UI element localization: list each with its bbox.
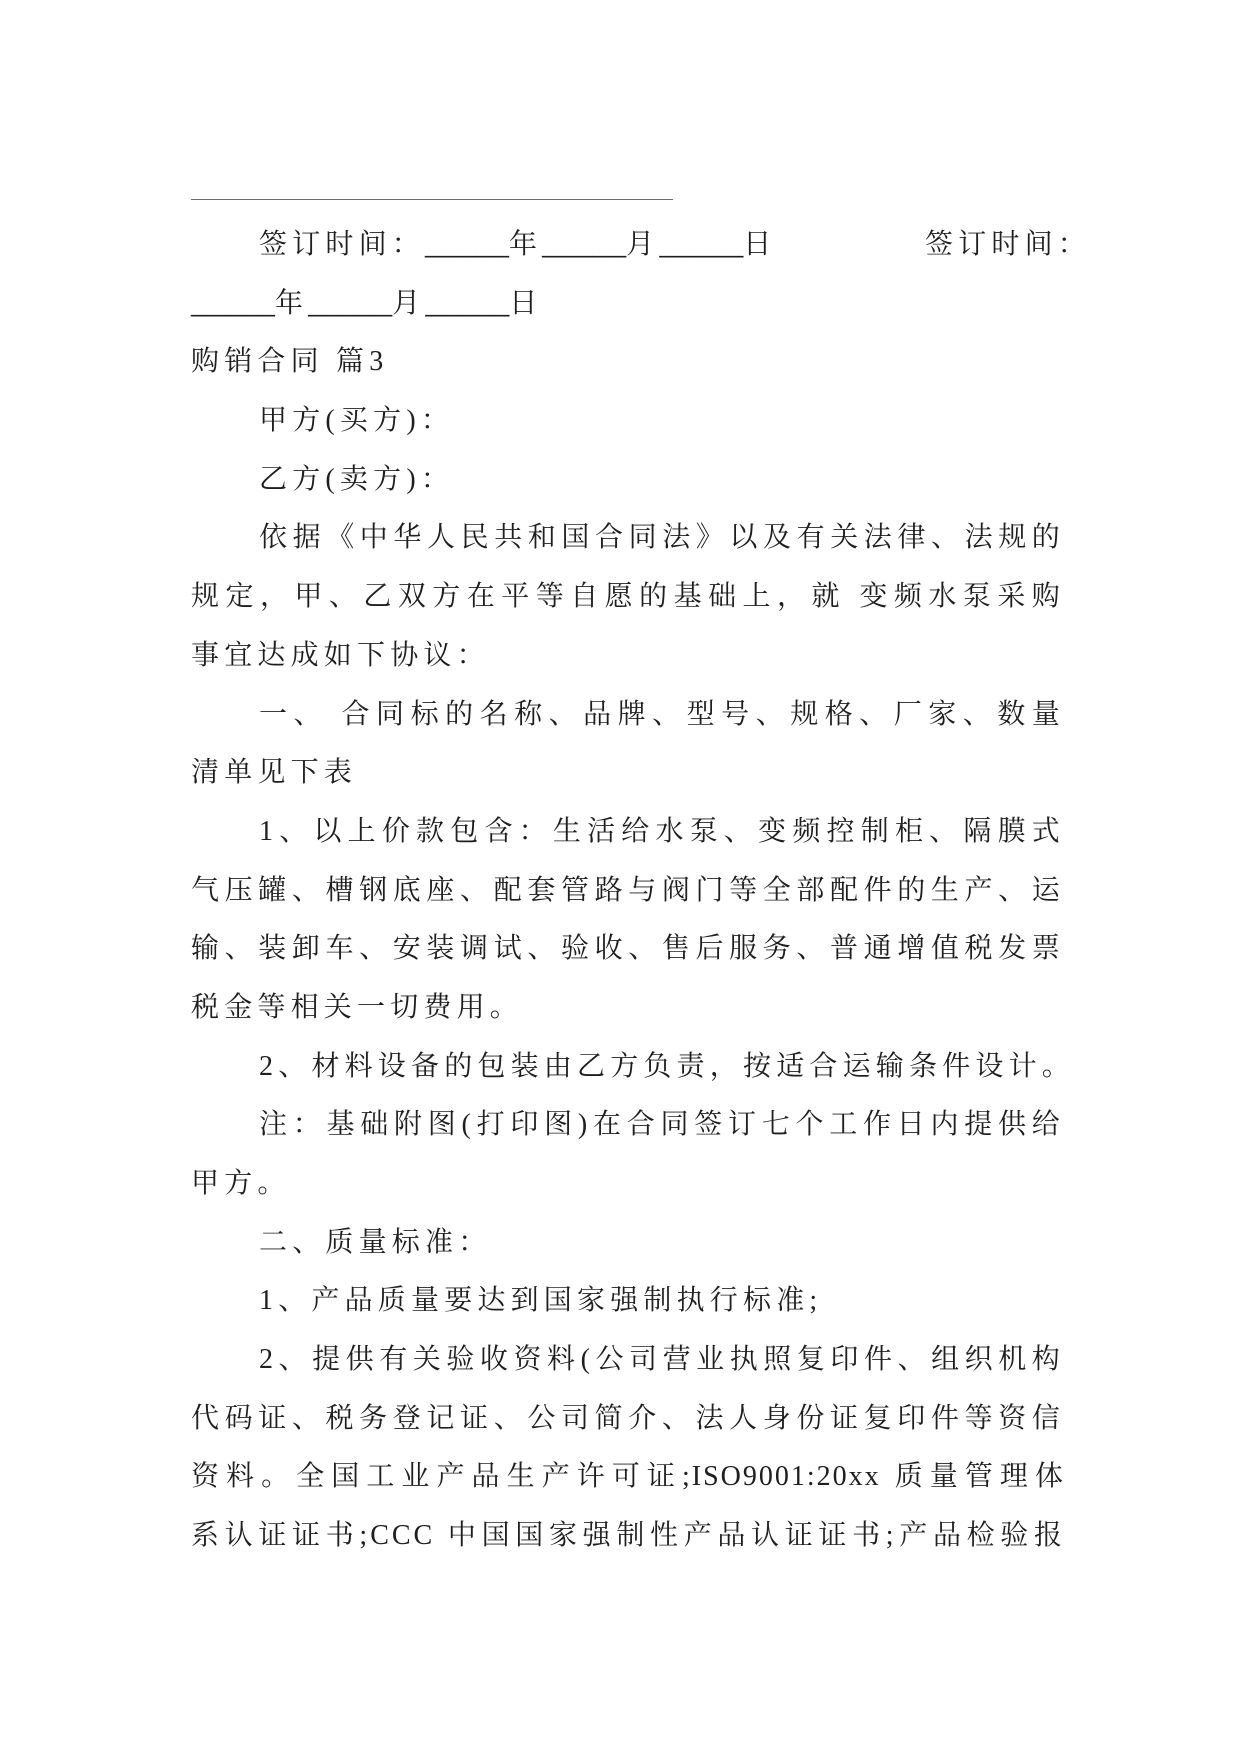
signature-date-left — [259, 224, 777, 261]
paragraph-quality-2 — [191, 1331, 1065, 1566]
paragraph-line: 代码证、税务登记证、公司简介、法人身份证复印件等资信 — [191, 1402, 1065, 1434]
paragraph-line: 注：基础附图(打印图)在合同签订七个工作日内提供给 — [259, 1109, 1065, 1141]
paragraph-line: 规定，甲、乙双方在平等自愿的基础上，就 变频水泵采购 — [191, 581, 1065, 613]
paragraph-line: 资料。全国工业产品生产许可证;ISO9001:20xx 质量管理体 — [191, 1461, 1065, 1493]
signature-rule — [191, 199, 673, 200]
signature-date-right-label: 签订时间： — [925, 229, 1092, 260]
paragraph-section-two — [191, 1214, 1065, 1273]
signature-text: 签订时间： — [259, 229, 426, 260]
signature-date-line — [191, 216, 1092, 275]
blank-field: _____ — [425, 224, 509, 261]
signature-text: 年 — [274, 287, 309, 319]
signature-text: 年 — [508, 229, 543, 260]
paragraph-line: 气压罐、槽钢底座、配套管路与阀门等全部配件的生产、运 — [191, 874, 1065, 906]
paragraph-line: 1、产品质量要达到国家强制执行标准; — [259, 1285, 823, 1317]
blank-field: _____ — [191, 282, 275, 320]
paragraph-clause-1 — [191, 803, 1065, 1038]
paragraph-line: 输、装卸车、安装调试、验收、售后服务、普通增值税发票 — [191, 933, 1065, 965]
paragraph-quality-1 — [191, 1272, 1065, 1331]
document-body — [191, 216, 1092, 1566]
paragraph-section-one — [191, 686, 1065, 803]
signature-text: 日 — [743, 229, 777, 260]
signature-text: 日 — [509, 287, 543, 319]
section-heading: 二、质量标准： — [259, 1226, 492, 1258]
paragraph-clause-2 — [191, 1038, 1076, 1097]
paragraph-line: 清单见下表 — [191, 757, 358, 789]
blank-field: _____ — [308, 282, 393, 320]
party-buyer: 甲方(买方)： — [259, 405, 455, 437]
paragraph-legal-basis — [191, 509, 1065, 685]
signature-text: 月 — [626, 229, 660, 260]
signature-text: 月 — [392, 287, 426, 319]
signature-date-continuation — [191, 275, 1065, 334]
paragraph-note — [191, 1096, 1065, 1213]
paragraph-line: 2、材料设备的包装由乙方负责，按适合运输条件设计。 — [259, 1050, 1076, 1082]
blank-field: _____ — [542, 224, 627, 261]
section-title: 购销合同 篇3 — [191, 346, 389, 378]
section-heading: 一、 合同标的名称、品牌、型号、规格、厂家、数量 — [259, 698, 1065, 730]
paragraph-line: 依据《中华人民共和国合同法》以及有关法律、法规的 — [259, 522, 1065, 554]
paragraph-line: 事宜达成如下协议： — [191, 639, 490, 671]
paragraph-line: 系认证证书;CCC 中国国家强制性产品认证证书;产品检验报 — [191, 1520, 1065, 1552]
party-seller: 乙方(卖方)： — [259, 463, 455, 495]
paragraph-line: 1、以上价款包含：生活给水泵、变频控制柜、隔膜式 — [259, 815, 1065, 847]
paragraph-line: 甲方。 — [191, 1168, 291, 1199]
blank-field: _____ — [425, 282, 510, 320]
paragraph-line: 2、提供有关验收资料(公司营业执照复印件、组织机构 — [259, 1344, 1065, 1376]
paragraph-line: 税金等相关一切费用。 — [191, 991, 524, 1023]
blank-field: _____ — [659, 224, 744, 261]
